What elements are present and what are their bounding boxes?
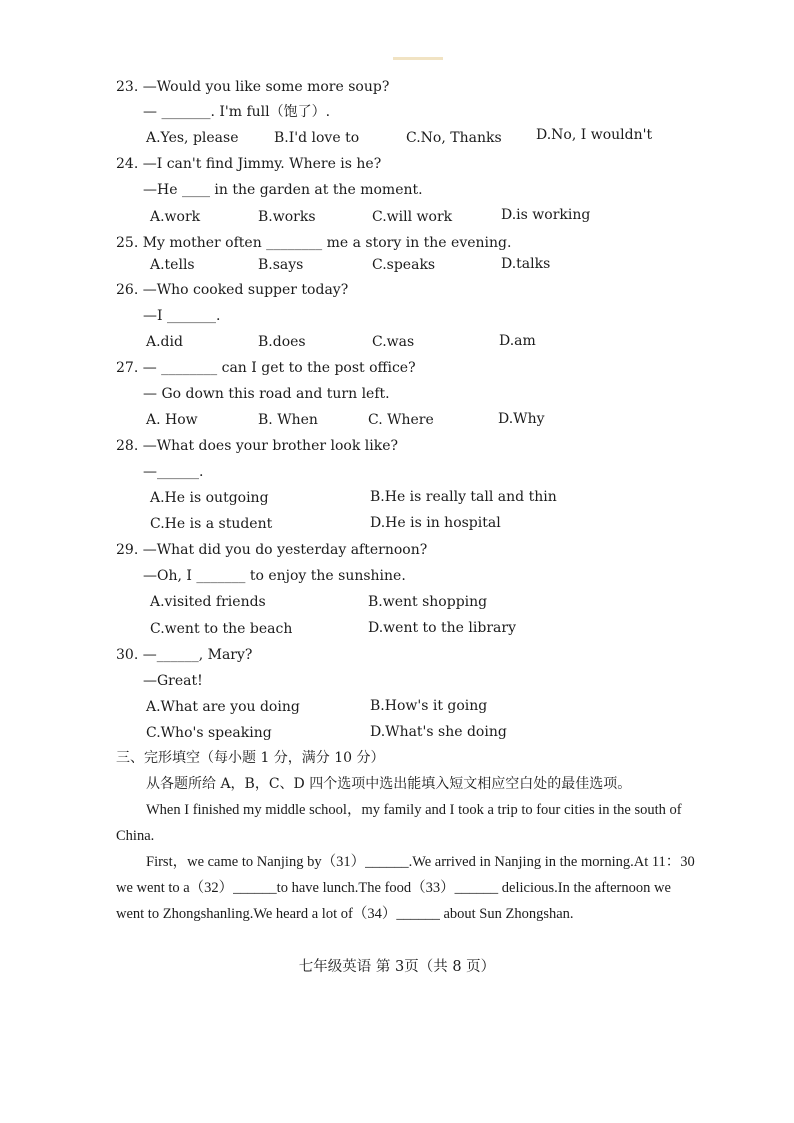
option: D.Why <box>498 411 545 427</box>
option: D.is working <box>501 207 591 223</box>
question-stem: 29. —What did you do yesterday afternoon? <box>116 542 428 558</box>
cloze-passage <box>116 797 696 927</box>
question-stem: 24. —I can't find Jimmy. Where is he? <box>116 156 382 172</box>
question-stem: — Go down this road and turn left. <box>143 386 390 402</box>
option: C. Where <box>368 412 434 428</box>
option: D.What's she doing <box>370 724 507 740</box>
question-stem: —Great! <box>143 673 203 689</box>
option: B.How's it going <box>370 698 488 714</box>
option: B. When <box>258 412 318 428</box>
option: A. How <box>146 412 198 428</box>
option: D.am <box>499 333 536 349</box>
option: C.was <box>372 334 415 350</box>
section-heading: 三、完形填空（每小题 1 分，满分 10 分） <box>116 750 385 766</box>
option: A.did <box>146 334 183 350</box>
option: C.went to the beach <box>150 621 293 637</box>
option: A.visited friends <box>150 594 266 610</box>
option: A.work <box>150 209 201 225</box>
question-stem: —I _______. <box>143 308 221 324</box>
option: C.No, Thanks <box>406 130 502 146</box>
question-stem: —He ____ in the garden at the moment. <box>143 182 423 198</box>
option: C.He is a student <box>150 516 273 532</box>
question-stem: 27. — ________ can I get to the post office? <box>116 360 416 376</box>
option: A.Yes, please <box>146 130 239 146</box>
question-stem: —Oh, I _______ to enjoy the sunshine. <box>143 568 406 584</box>
option: B.works <box>258 209 316 225</box>
scan-mark <box>393 57 443 60</box>
option: A.tells <box>150 257 195 273</box>
option: D.talks <box>501 256 551 272</box>
option: B.says <box>258 257 304 273</box>
option: B.I'd love to <box>274 130 360 146</box>
passage-paragraph: First，we came to Nanjing by（31）______.We arrived in Nanjing in the morning.At 11：30 we went to a（32）______to have lunch.The food（33）______ delicious.In the afternoon we went to Zhongshanling.We heard a lot of（34）______ about Sun Zhongshan. <box>116 854 695 922</box>
option: D.He is in hospital <box>370 515 501 531</box>
question-stem: 28. —What does your brother look like? <box>116 438 399 454</box>
option: B.He is really tall and thin <box>370 489 557 505</box>
question-stem: 30. —______, Mary? <box>116 647 253 663</box>
option: A.He is outgoing <box>150 490 269 506</box>
question-stem: 26. —Who cooked supper today? <box>116 282 349 298</box>
option: D.No, I wouldn't <box>536 127 653 143</box>
passage-paragraph: When I finished my middle school，my family and I took a trip to four cities in the south of China. <box>116 802 682 844</box>
option: D.went to the library <box>368 620 516 636</box>
option: C.speaks <box>372 257 436 273</box>
question-stem: 25. My mother often ________ me a story in the evening. <box>116 235 512 251</box>
section-instruction: 从各题所给 A，B，C、D 四个选项中选出能填入短文相应空白处的最佳选项。 <box>146 776 632 792</box>
question-stem: 23. —Would you like some more soup? <box>116 79 390 95</box>
page-footer: 七年级英语 第 3页（共 8 页） <box>298 959 496 975</box>
option: C.Who's speaking <box>146 725 272 741</box>
option: B.does <box>258 334 306 350</box>
option: A.What are you doing <box>146 699 300 715</box>
option: C.will work <box>372 209 453 225</box>
option: B.went shopping <box>368 594 488 610</box>
question-stem: — _______. I'm full（饱了）. <box>143 104 331 120</box>
question-stem: —______. <box>143 464 204 480</box>
